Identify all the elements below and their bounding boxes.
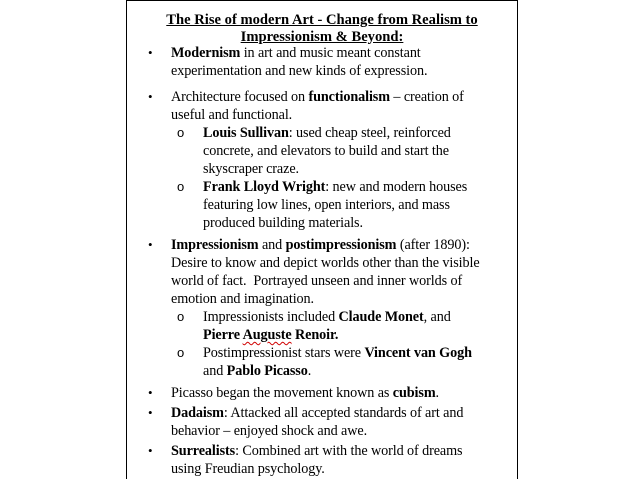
document-page [126,0,518,479]
modernism-term: Modernism [171,45,241,61]
surrealists-term: Surrealists [171,443,236,459]
surrealists-line-1: Surrealists: Combined art with the world of dreams [171,443,463,459]
cubism-term: cubism [392,385,436,401]
architecture-line-1: Architecture focused on functionalism – creation of [171,89,464,105]
sullivan-name: Louis Sullivan [203,125,289,141]
functionalism-term: functionalism [308,89,390,105]
sub-bullet-icon: o [177,345,185,360]
wright-name: Frank Lloyd Wright [203,179,326,195]
postimpressionists-line-1: Postimpressionist stars were Vincent van Gogh [203,345,472,361]
sub-bullet-icon: o [177,309,185,324]
sullivan-line-2: concrete, and elevators to build and start the [203,143,449,159]
cubism-line: Picasso began the movement known as cubism. [171,385,439,401]
impressionism-line-1: Impressionism and postimpressionism (after 1890): [171,237,470,253]
impressionists-line-1: Impressionists included Claude Monet, and [203,309,451,325]
impressionists-line-2 [203,327,338,343]
wright-line-1: Frank Lloyd Wright: new and modern houses [203,179,468,195]
sub-bullet-icon: o [177,125,185,140]
modernism-line-1: Modernism in art and music meant constant [171,45,421,61]
wright-line-2: featuring low lines, open interiors, and mass [203,197,450,213]
architecture-line-2: useful and functional. [171,107,293,123]
renoir-name: Pierre Auguste Renoir. [203,327,339,343]
bullet-icon: • [148,89,153,104]
postimpressionism-term: postimpressionism [285,237,397,253]
van-gogh-name: Vincent van Gogh [364,345,472,361]
sullivan-line-1: Louis Sullivan: used cheap steel, reinforced [203,125,451,141]
dadaism-line-2: behavior – enjoyed shock and awe. [171,423,368,439]
modernism-line-2: experimentation and new kinds of expression. [171,63,428,79]
impressionism-line-3: world of fact. Portrayed unseen and inner worlds of [171,273,463,289]
bullet-icon: • [148,385,153,400]
page-title-line-1: The Rise of modern Art - Change from Realism to [166,12,478,28]
surrealists-line-2: using Freudian psychology. [171,461,325,477]
impressionism-line-2: Desire to know and depict worlds other than the visible [171,255,480,271]
impressionism-term: Impressionism [171,237,259,253]
bullet-icon: • [148,405,153,420]
impressionism-line-4: emotion and imagination. [171,291,314,307]
wright-line-3: produced building materials. [203,215,363,231]
monet-name: Claude Monet [338,309,424,325]
page-title [127,12,517,45]
bullet-icon: • [148,237,153,252]
bullet-icon: • [148,443,153,458]
bullet-icon: • [148,45,153,60]
page-title-line-2: Impressionism & Beyond: [240,28,404,45]
dadaism-line-1: Dadaism: Attacked all accepted standards of art and [171,405,464,421]
postimpressionists-line-2: and Pablo Picasso. [203,363,312,379]
spellcheck-squiggle: Auguste [242,327,292,343]
sullivan-line-3: skyscraper craze. [203,161,299,177]
dadaism-term: Dadaism [171,405,224,421]
picasso-name: Pablo Picasso [226,363,308,379]
sub-bullet-icon: o [177,179,185,194]
